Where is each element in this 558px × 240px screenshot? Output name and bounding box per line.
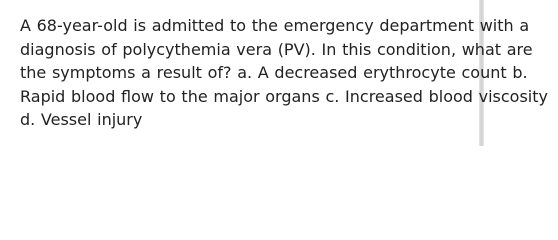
question-line: the symptoms a result of? a. A decreased erythrocyte count b. <box>20 63 528 82</box>
question-line: diagnosis of polycythemia vera (PV). In this condition, what are <box>20 39 533 59</box>
question-text <box>20 14 548 132</box>
question-line: d. Vessel injury <box>20 110 143 129</box>
question-line: Rapid blood flow to the major organs c. Increased blood viscosity <box>20 86 548 106</box>
question-line: A 68-year-old is admitted to the emergency department with a <box>20 16 530 35</box>
